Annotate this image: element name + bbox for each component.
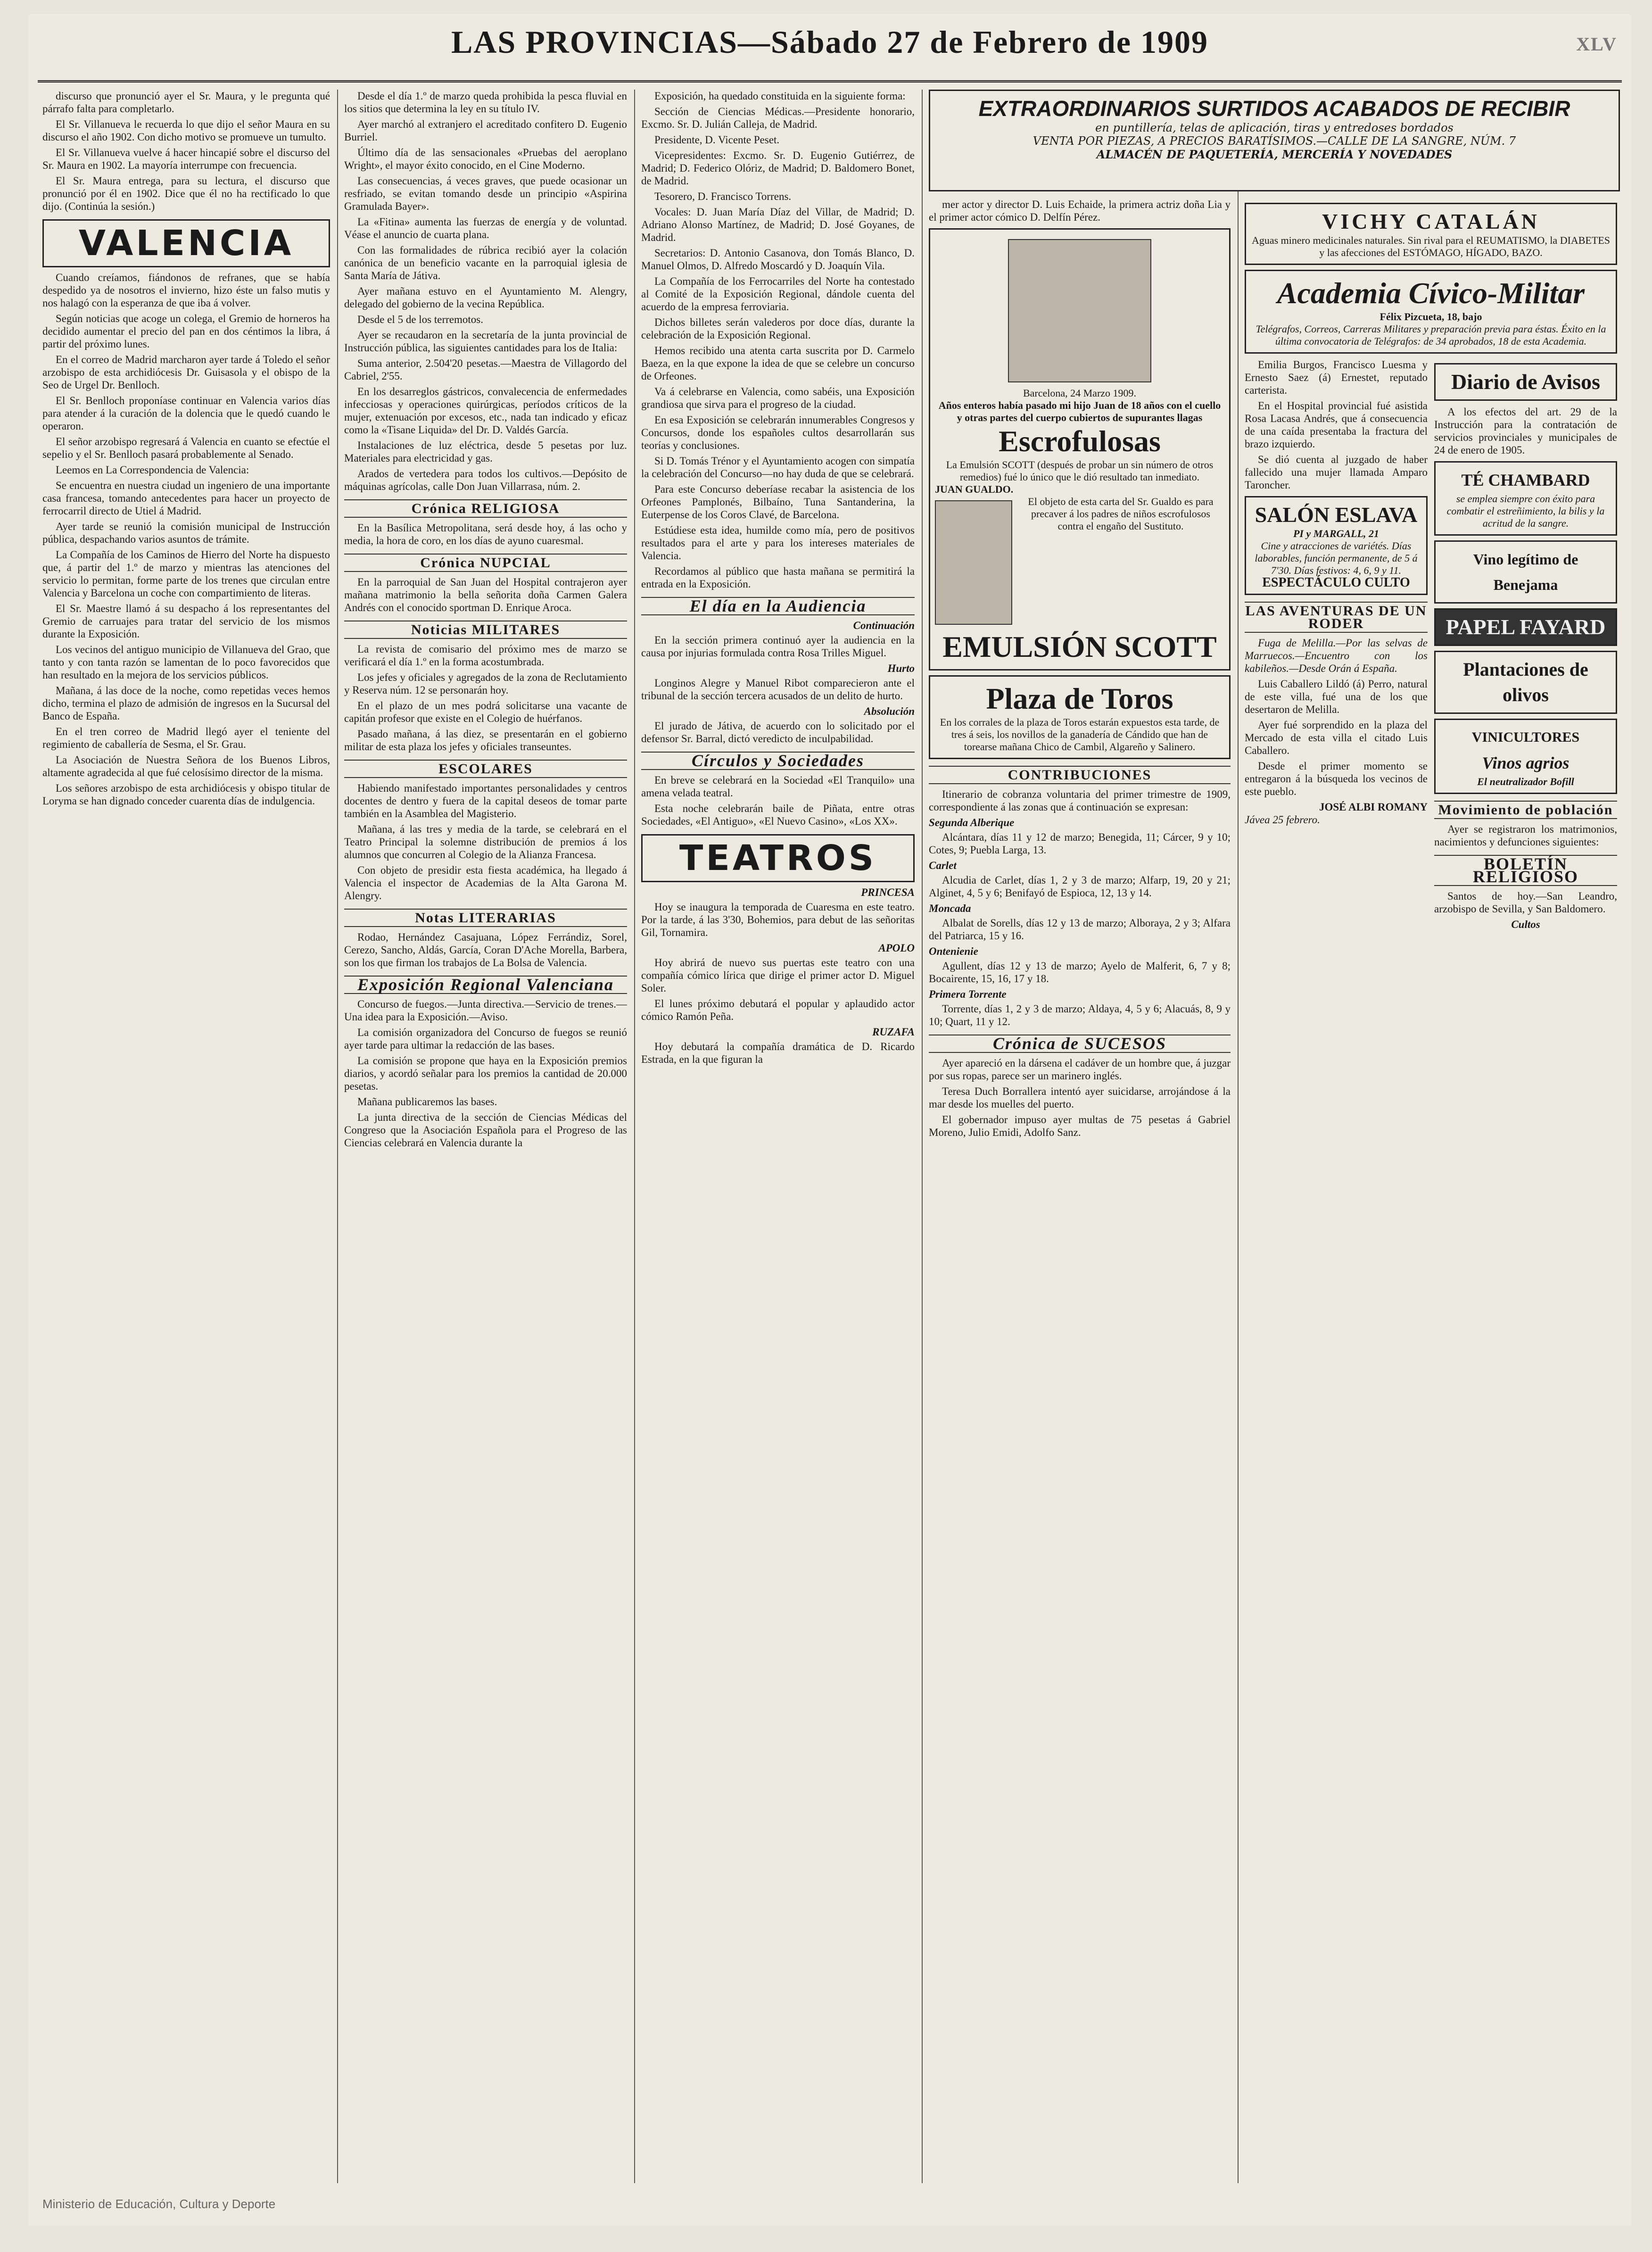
- paragraph: Luis Caballero Lildó (á) Perro, natural de este villa, fué una de los que desertaron de Melilla.: [1245, 678, 1428, 715]
- paragraph: Suma anterior, 2.504'20 pesetas.—Maestra de Villagordo del Cabriel, 2'55.: [344, 357, 627, 382]
- advertisement-vinicultores: [1434, 719, 1617, 794]
- paragraph: Si D. Tomás Trénor y el Ayuntamiento acogen con simpatía la celebración del Concurso—no hay duda de que se celebrará.: [641, 455, 915, 480]
- paragraph: Hoy debutará la compañía dramática de D. Ricardo Estrada, en la que figuran la: [641, 1041, 915, 1065]
- paragraph: En el plazo de un mes podrá solicitarse una vacante de capitán profesor que existe en el Colegio de huérfanos.: [344, 700, 627, 724]
- ad-body: se emplea siempre con éxito para combatir el estreñimiento, la bilis y la acritud de la sangre.: [1446, 493, 1605, 529]
- paragraph: La comisión se propone que haya en la Exposición premios diarios, y acordó señalar para los premios la cantidad de 20.000 pesetas.: [344, 1055, 627, 1092]
- paragraph: Ayer mañana estuvo en el Ayuntamiento M. Alengry, delegado del gobierno de la vecina República.: [344, 285, 627, 310]
- column-5: [1245, 198, 1617, 2183]
- ad-body: Cine y atracciones de variétés. Días laborables, función permanente, de 5 á 7'30. Días festivos: 4, 6, 9 y 11.: [1255, 540, 1418, 576]
- subheading: Ontenienie: [929, 945, 978, 957]
- subheading: Primera Torrente: [929, 988, 1007, 1000]
- paragraph: La Compañía de los Caminos de Hierro del Norte ha dispuesto que, á partir del 1.º de marzo y mientras las atenciones del servicio lo permitan, forme parte de los trenes que circulan entre Valencia y Barcelona un coche con compartimiento de literas.: [42, 549, 330, 599]
- subheading: RUZAFA: [872, 1026, 915, 1038]
- ad-title: Vino legítimo de Benejama: [1473, 551, 1578, 593]
- paragraph: La Asociación de Nuestra Señora de los Buenos Libros, altamente agradecida al que fué celosísimo director de la misma.: [42, 754, 330, 778]
- column-4: [929, 198, 1231, 2183]
- paragraph: La «Fitina» aumenta las fuerzas de energía y de voluntad. Véase el anuncio de cuarta plana.: [344, 216, 627, 240]
- paragraph: El Sr. Villanueva vuelve á hacer hincapié sobre el discurso del Sr. Maura en 1902. La mayoría interrumpe con frecuencia.: [42, 147, 330, 171]
- paragraph: Secretarios: D. Antonio Casanova, don Tomás Blanco, D. Manuel Olmos, D. Alfredo Moscardó y D. Joaquín Vila.: [641, 247, 915, 272]
- paragraph: Exposición, ha quedado constituida en la siguiente forma:: [654, 90, 906, 102]
- paragraph: Presidente, D. Vicente Peset.: [654, 134, 780, 146]
- paragraph: Dichos billetes serán valederos por doce días, durante la celebración de la Exposición Regional.: [641, 316, 915, 341]
- paragraph: El señor arzobispo regresará á Valencia en cuanto se efectúe el sepelio y el Sr. Benlloch pasará probablemente al Senado.: [42, 436, 330, 460]
- subheading: Moncada: [929, 902, 971, 914]
- section-heading-valencia: VALENCIA: [42, 219, 330, 267]
- advertisement-te-chambard: [1434, 461, 1617, 536]
- paragraph: Vocales: D. Juan María Díaz del Villar, de Madrid; D. Adriano Alonso Martínez, de Madrid; D. José Goyanes, de Madrid.: [641, 206, 915, 243]
- paragraph: Se encuentra en nuestra ciudad un ingeniero de una importante casa francesa, tomando antecedentes para hacer un proyecto de ferrocarril directo de Utiel á Madrid.: [42, 480, 330, 517]
- paragraph: Recordamos al público que hasta mañana se permitirá la entrada en la Exposición.: [641, 565, 915, 590]
- paragraph: Albalat de Sorells, días 12 y 13 de marzo; Alboraya, 2 y 3; Alfara del Patriarca, 15 y 16.: [929, 917, 1231, 942]
- ad-title: Plaza de Toros: [986, 682, 1173, 715]
- ad-title: SALÓN ESLAVA: [1255, 503, 1418, 527]
- paragraph: En el correo de Madrid marcharon ayer tarde á Toledo el señor arzobispo de esta archidiócesis Dr. Guisasola y el obispo de la Seo de Urgel Dr. Benlloch.: [42, 354, 330, 391]
- paragraph: Leemos en La Correspondencia de Valencia:: [56, 464, 249, 476]
- paragraph: En la parroquial de San Juan del Hospital contrajeron ayer mañana matrimonio la bella señorita doña Carmen Galera Andrés con el conocido sportman D. Enrique Aroca.: [344, 576, 627, 613]
- ad-title: Diario de Avisos: [1451, 370, 1601, 394]
- column-1: [42, 90, 330, 2183]
- paragraph: Ayer se recaudaron en la secretaría de la junta provincial de Instrucción pública, las siguientes cantidades para los de Italia:: [344, 329, 627, 354]
- masthead-title: LAS PROVINCIAS—Sábado 27 de Febrero de 1909: [451, 24, 1209, 60]
- paragraph: Ayer tarde se reunió la comisión municipal de Instrucción pública, despachando varios asuntos de trámite.: [42, 521, 330, 545]
- section-heading-cronica-nupcial: Crónica NUPCIAL: [344, 554, 627, 572]
- column-divider: [337, 90, 338, 2183]
- paragraph: El lunes próximo debutará el popular y aplaudido actor cómico Ramón Peña.: [641, 998, 915, 1022]
- paragraph: Va á celebrarse en Valencia, como sabéis, una Exposición grandiosa que sirva para el progreso de la ciudad.: [641, 386, 915, 410]
- ad-title: Escrofulosas: [999, 424, 1161, 458]
- ad-caption: Barcelona, 24 Marzo 1909.: [1023, 387, 1137, 399]
- paragraph: Hoy se inaugura la temporada de Cuaresma en este teatro. Por la tarde, á las 3'30, Bohemios, para debut de las señoritas Gil, Tornamira.: [641, 901, 915, 938]
- paragraph: En el Hospital provincial fué asistida Rosa Lacasa Andrés, que á consecuencia de una caída presentaba la fractura del brazo izquierdo.: [1245, 400, 1428, 450]
- paragraph: Tesorero, D. Francisco Torrens.: [654, 190, 792, 202]
- paragraph: En breve se celebrará en la Sociedad «El Tranquilo» una amena velada teatral.: [641, 774, 915, 799]
- paragraph: El jurado de Játiva, de acuerdo con lo solicitado por el defensor Sr. Barral, dictó veredicto de inculpabilidad.: [641, 720, 915, 745]
- paragraph: Itinerario de cobranza voluntaria del primer trimestre de 1909, correspondiente á las zonas que á continuación se expresan:: [929, 788, 1231, 813]
- paragraph: Los vecinos del antiguo municipio de Villanueva del Grao, que tanto y con tanta razón se lamentan de lo poco favorecidos que han resultado en la mejora de los servicios públicos.: [42, 644, 330, 681]
- ad-body: La Emulsión SCOTT (después de probar un sin número de otros remedios) fué lo único que le dió resultado tan inmediato.: [946, 459, 1214, 483]
- paragraph: Los señores arzobispo de esta archidiócesis y obispo titular de Loryma se han dignado conceder cuarenta días de indulgencia.: [42, 782, 330, 807]
- subheading: Absolución: [864, 705, 915, 717]
- paragraph: Alcudia de Carlet, días 1, 2 y 3 de marzo; Alfarp, 19, 20 y 21; Alginet, 4, 5 y 6; Benifayó de Espioca, 12, 13 y 14.: [929, 874, 1231, 899]
- column-divider: [922, 90, 923, 2183]
- ad-subtitle: PI y MARGALL, 21: [1293, 528, 1379, 539]
- section-heading-boletin: BOLETÍN RELIGIOSO: [1434, 855, 1617, 886]
- paragraph: Emilia Burgos, Francisco Luesma y Ernesto Saez (á) Ernestet, reputado carterista.: [1245, 359, 1428, 396]
- paragraph: En los desarreglos gástricos, convalecencia de enfermedades infecciosas y operaciones quirúrgicas, períodos críticos de la mujer, extenuación por excesos, etc., nada tan indicado y eficaz como la «Tisane Liquida» del Dr. D. Valdés García.: [344, 386, 627, 436]
- paragraph: En esa Exposición se celebrarán innumerables Congresos y Concursos, donde los españoles cultos desarrollarán sus teorías y conclusiones.: [641, 414, 915, 451]
- ad-footer: ESPECTÁCULO CULTO: [1262, 575, 1410, 590]
- ad-quote: Años enteros había pasado mi hijo Juan de 18 años con el cuello y otras partes del cuerpo cubiertos de supurantes llagas: [938, 399, 1221, 423]
- section-heading-escolares: ESCOLARES: [344, 760, 627, 778]
- paragraph: Habiendo manifestado importantes personalidades y centros docentes de dentro y fuera de la capital deseos de tomar parte también en la Asamblea del Magisterio.: [344, 782, 627, 820]
- dateline: Jávea 25 febrero.: [1245, 814, 1320, 826]
- paragraph: Los jefes y oficiales y agregados de la zona de Reclutamiento y Reserva núm. 12 se personarán hoy.: [344, 671, 627, 696]
- section-heading-cronica-religiosa: Crónica RELIGIOSA: [344, 499, 627, 518]
- advertisement-salon-eslava: [1245, 496, 1428, 595]
- paragraph: Con objeto de presidir esta fiesta académica, ha llegado á Valencia el inspector de Academias de la Alta Garona M. Alengry.: [344, 864, 627, 902]
- paragraph: Teresa Duch Borrallera intentó ayer suicidarse, arrojándose á la mar desde los muelles del puerto.: [929, 1085, 1231, 1110]
- advertisement-olivos: [1434, 651, 1617, 714]
- paragraph: Hemos recibido una atenta carta suscrita por D. Carmelo Baeza, en la que expone la idea de que se celebre un concurso de Orfeones.: [641, 345, 915, 382]
- paragraph: Longinos Alegre y Manuel Ribot comparecieron ante el tribunal de la sección tercera acusados de un delito de hurto.: [641, 677, 915, 702]
- top-ad-line: VENTA POR PIEZAS, A PRECIOS BARATÍSIMOS.—CALLE DE LA SANGRE, NÚM. 7: [1032, 134, 1516, 148]
- paragraph: Ayer fué sorprendido en la plaza del Mercado de esta villa el citado Luis Caballero.: [1245, 719, 1428, 756]
- top-ad-title: EXTRAORDINARIOS SURTIDOS ACABADOS DE RECIBIR: [978, 96, 1570, 121]
- paragraph: Vicepresidentes: Excmo. Sr. D. Eugenio Gutiérrez, de Madrid; D. Federico Olóriz, de Madrid; D. Baldomero Bonet, de Madrid.: [641, 149, 915, 187]
- top-advertisement: [929, 90, 1620, 191]
- paragraph: discurso que pronunció ayer el Sr. Maura, y le pregunta qué párrafo falta para completarlo.: [42, 90, 330, 115]
- paragraph: Agullent, días 12 y 13 de marzo; Ayelo de Malferit, 6, 7 y 8; Bocairente, 15, 16, 17 y 18.: [929, 960, 1231, 985]
- ad-title: PAPEL FAYARD: [1446, 615, 1606, 639]
- paragraph: Estúdiese esta idea, humilde como mía, pero de positivos resultados para el arte y para los intereses materiales de Valencia.: [641, 524, 915, 562]
- section-heading-sucesos: Crónica de SUCESOS: [929, 1035, 1231, 1053]
- paragraph: Rodao, Hernández Casajuana, López Ferrándiz, Sorel, Cerezo, Sancho, Aldás, García, Coran D'Ache Morella, Barbera, son los que firman los trabajos de La Bolsa de Valencia.: [344, 931, 627, 969]
- paragraph: Ayer se registraron los matrimonios, nacimientos y defunciones siguientes:: [1434, 823, 1617, 848]
- paragraph: La junta directiva de la sección de Ciencias Médicas del Congreso que la Asociación Española para el Progreso de las Ciencias celebrará en Valencia durante la: [344, 1111, 627, 1149]
- ad-body: El neutralizador Bofill: [1477, 776, 1574, 787]
- paragraph: A los efectos del art. 29 de la Instrucción para la contratación de servicios provinciales y municipales de 24 de enero de 1905.: [1434, 406, 1617, 456]
- section-heading-aventuras: LAS AVENTURAS DE UN RODER: [1245, 602, 1428, 633]
- ad-body: Telégrafos, Correos, Carreras Militares y preparación previa para éstas. Éxito en la última convocatoria de Telégrafos: de 34 aprobados, 18 de esta Academia.: [1256, 323, 1606, 347]
- footer-credit: Ministerio de Educación, Cultura y Deporte: [42, 2197, 276, 2211]
- column-divider: [634, 90, 635, 2183]
- subheading: Cultos: [1511, 919, 1540, 930]
- ad-title: VICHY CATALÁN: [1322, 209, 1540, 233]
- paragraph: Ayer apareció en la dársena el cadáver de un hombre que, á juzgar por sus ropas, parece ser un marinero inglés.: [929, 1057, 1231, 1082]
- masthead-rule: [38, 80, 1622, 83]
- subheading: Hurto: [887, 662, 915, 674]
- newspaper-page: [28, 14, 1631, 2226]
- paragraph: En la Basílica Metropolitana, será desde hoy, á las ocho y media, la hora de coro, en los días de ayuno cuaresmal.: [344, 522, 627, 546]
- paragraph: Arados de vertedera para todos los cultivos.—Depósito de máquinas agrícolas, calle Don Juan Villarrasa, núm. 2.: [344, 468, 627, 492]
- ad-signature: JUAN GUALDO.: [935, 483, 1014, 495]
- paragraph: Concurso de fuegos.—Junta directiva.—Servicio de trenes.—Una idea para la Exposición.—Aviso.: [344, 998, 627, 1023]
- portrait-illustration: [1008, 239, 1151, 382]
- paragraph: Mañana, á las tres y media de la tarde, se celebrará en el Teatro Principal la solemne distribución de premios á los alumnos que concurren al Colegio de la Alianza Francesa.: [344, 823, 627, 861]
- paragraph: Pasado mañana, á las diez, se presentarán en el gobierno militar de esta plaza los jefes y oficiales transeuntes.: [344, 728, 627, 753]
- split-area: [1245, 358, 1617, 933]
- advertisement-papel-fayard: [1434, 608, 1617, 646]
- paragraph: mer actor y director D. Luis Echaide, la primera actriz doña Lia y el primer actor cómico D. Delfín Pérez.: [929, 199, 1231, 223]
- paragraph: Mañana, á las doce de la noche, como repetidas veces hemos dicho, termina el plazo de admisión de ingresos en la Sucursal del Banco de España.: [42, 685, 330, 722]
- top-ad-line: en puntillería, telas de aplicación, tiras y entredoses bordados: [1095, 121, 1454, 134]
- ad-title: VINICULTORES: [1471, 729, 1580, 745]
- advertisement-scott: [929, 228, 1231, 671]
- paragraph: Desde el 5 de los terremotos.: [357, 314, 483, 325]
- advertisement-vino: [1434, 540, 1617, 604]
- paragraph: Desde el primer momento se entregaron á la búsqueda los vecinos de este pueblo.: [1245, 760, 1428, 797]
- paragraph: Según noticias que acoge un colega, el Gremio de horneros ha decidido aumentar el precio del pan en dos céntimos la libra, á partir del próximo lunes.: [42, 313, 330, 350]
- section-heading-movimiento: Movimiento de población: [1434, 801, 1617, 819]
- ad-subtitle: Félix Pizcueta, 18, bajo: [1379, 311, 1482, 323]
- paragraph: Mañana publicaremos las bases.: [357, 1096, 497, 1108]
- section-heading-teatros: TEATROS: [641, 834, 915, 882]
- ad-title: TÉ CHAMBARD: [1461, 471, 1590, 489]
- fisherman-illustration: [935, 500, 1012, 625]
- paragraph: El Sr. Benlloch proponíase continuar en Valencia varios días para atender á la curación de la dolencia que le quedó cuando le operaron.: [42, 395, 330, 432]
- subheading: Continuación: [853, 620, 915, 631]
- paragraph: Fuga de Melilla.—Por las selvas de Marruecos.—Encuentro con los kabileños.—Desde Orán á España.: [1245, 637, 1428, 674]
- signature: JOSÉ ALBI ROMANY: [1319, 801, 1428, 813]
- paragraph: El Sr. Maura entrega, para su lectura, el discurso que pronunció por él en 1902. Dice que él no ha rectificado lo que dijo. (Continúa la sesión.): [42, 175, 330, 212]
- paragraph: Último día de las sensacionales «Pruebas del aeroplano Wright», el mayor éxito conocido, en el Cine Moderno.: [344, 147, 627, 171]
- right-subcolumn: [1434, 358, 1617, 933]
- paragraph: Instalaciones de luz eléctrica, desde 5 pesetas por luz. Materiales para electricidad y gas.: [344, 439, 627, 464]
- paragraph: Se dió cuenta al juzgado de haber fallecido una mujer llamada Amparo Taroncher.: [1245, 454, 1428, 491]
- column-2: [344, 90, 627, 2183]
- subheading: PRINCESA: [861, 886, 915, 898]
- section-heading-notas-literarias: Notas LITERARIAS: [344, 909, 627, 927]
- advertisement-plaza-toros: [929, 675, 1231, 759]
- advertisement-diario-avisos: [1434, 363, 1617, 401]
- ad-title: Plantaciones de olivos: [1463, 659, 1588, 705]
- paragraph: La comisión organizadora del Concurso de fuegos se reunió ayer tarde para ultimar la redacción de las bases.: [344, 1027, 627, 1051]
- paragraph: Esta noche celebrarán baile de Piñata, entre otras Sociedades, «El Antiguo», «El Nuevo Casino», «Los XX».: [641, 803, 915, 827]
- paragraph: Torrente, días 1, 2 y 3 de marzo; Aldaya, 4, 5 y 6; Alacuás, 8, 9 y 10; Quart, 11 y 12.: [929, 1003, 1231, 1027]
- paragraph: Cuando creíamos, fiándonos de refranes, que se había despedido ya de nosotros el invierno, hizo éste un falso mutis y nos halagó con la esperanza de que iba á volver.: [42, 272, 330, 309]
- top-ad-line: ALMACÉN DE PAQUETERÍA, MERCERÍA Y NOVEDADES: [1096, 148, 1453, 161]
- paragraph: Santos de hoy.—San Leandro, arzobispo de Sevilla, y San Baldomero.: [1434, 890, 1617, 915]
- left-subcolumn: [1245, 358, 1428, 933]
- section-heading-contribuciones: CONTRIBUCIONES: [929, 766, 1231, 784]
- page-marker-right: XLV: [1576, 33, 1617, 55]
- paragraph: La revista de comisario del próximo mes de marzo se verificará el día 1.º en la forma acostumbrada.: [344, 643, 627, 668]
- subheading: Carlet: [929, 860, 957, 871]
- section-heading-noticias-militares: Noticias MILITARES: [344, 621, 627, 639]
- paragraph: Para este Concurso deberíase recabar la asistencia de los Orfeones Pamplonés, Bilbaíno, Tuna Santanderina, la Euterpense de los Coros Clavé, de Barcelona.: [641, 483, 915, 521]
- paragraph: Hoy abrirá de nuevo sus puertas este teatro con una compañía cómico lírica que dirige el primer actor D. Miguel Soler.: [641, 957, 915, 994]
- ad-body: El objeto de esta carta del Sr. Gualdo es para precaver á los padres de niños escrofulosos contra el engaño del Sustituto.: [1028, 496, 1214, 532]
- advertisement-academia: [1245, 270, 1617, 354]
- paragraph: El gobernador impuso ayer multas de 75 pesetas á Gabriel Moreno, Julio Emidi, Adolfo Sanz.: [929, 1114, 1231, 1138]
- paragraph: El Sr. Villanueva le recuerda lo que dijo el señor Maura en su discurso el año 1902. Con dicho motivo se promueve un tumulto.: [42, 118, 330, 143]
- paragraph: Alcántara, días 11 y 12 de marzo; Benegida, 11; Cárcer, 9 y 10; Cotes, 9; Puebla Larga, 13.: [929, 831, 1231, 856]
- paragraph: El Sr. Maestre llamó á su despacho á los representantes del Gremio de carruajes para tratar del servicio de los mismos durante la Exposición.: [42, 603, 330, 640]
- ad-title: Academia Cívico-Militar: [1277, 276, 1585, 310]
- paragraph: Sección de Ciencias Médicas.—Presidente honorario, Excmo. Sr. D. Julián Calleja, de Madrid.: [641, 106, 915, 130]
- paragraph: Ayer marchó al extranjero el acreditado confitero D. Eugenio Burriel.: [344, 118, 627, 143]
- ad-body: Aguas minero medicinales naturales. Sin rival para el REUMATISMO, la DIABETES y las afecciones del ESTÓMAGO, HÍGADO, BAZO.: [1251, 234, 1611, 258]
- advertisement-vichy: [1245, 203, 1617, 265]
- ad-body: En los corrales de la plaza de Toros estarán expuestos esta tarde, de tres á seis, los novillos de la ganadería de Cándido que han de torearse mañana Chico de Cambil, Algareño y Salinero.: [940, 716, 1220, 753]
- subheading: Segunda Alberique: [929, 817, 1015, 828]
- column-3: [641, 90, 915, 2183]
- section-heading-audiencia: El día en la Audiencia: [641, 597, 915, 615]
- paragraph: Las consecuencias, á veces graves, que puede ocasionar un resfriado, se evitan tomando desde un principio «Aspirina Gramulada Bayer».: [344, 175, 627, 212]
- paragraph: En la sección primera continuó ayer la audiencia en la causa por injurias formulada contra Rosa Trilles Miguel.: [641, 634, 915, 659]
- subheading: APOLO: [878, 942, 915, 954]
- paragraph: La Compañía de los Ferrocarriles del Norte ha contestado al Comité de la Exposición Regional, dándole cuenta del acuerdo de la empresa ferroviaria.: [641, 275, 915, 313]
- paragraph: Con las formalidades de rúbrica recibió ayer la colación canónica de un beneficio vacante en la parroquial iglesia de Santa María de Játiva.: [344, 244, 627, 282]
- section-heading-circulos: Círculos y Sociedades: [641, 752, 915, 770]
- column-divider: [1238, 90, 1239, 2183]
- paragraph: En el tren correo de Madrid llegó ayer el teniente del regimiento de caballería de Sesma, el Sr. Grau.: [42, 726, 330, 750]
- ad-subtitle: Vinos agrios: [1482, 753, 1569, 772]
- ad-title: EMULSIÓN SCOTT: [942, 630, 1217, 663]
- masthead: [28, 24, 1631, 80]
- section-heading-exposicion: Exposición Regional Valenciana: [344, 976, 627, 994]
- paragraph: Desde el día 1.º de marzo queda prohibida la pesca fluvial en los sitios que determina la ley en su título IV.: [344, 90, 627, 115]
